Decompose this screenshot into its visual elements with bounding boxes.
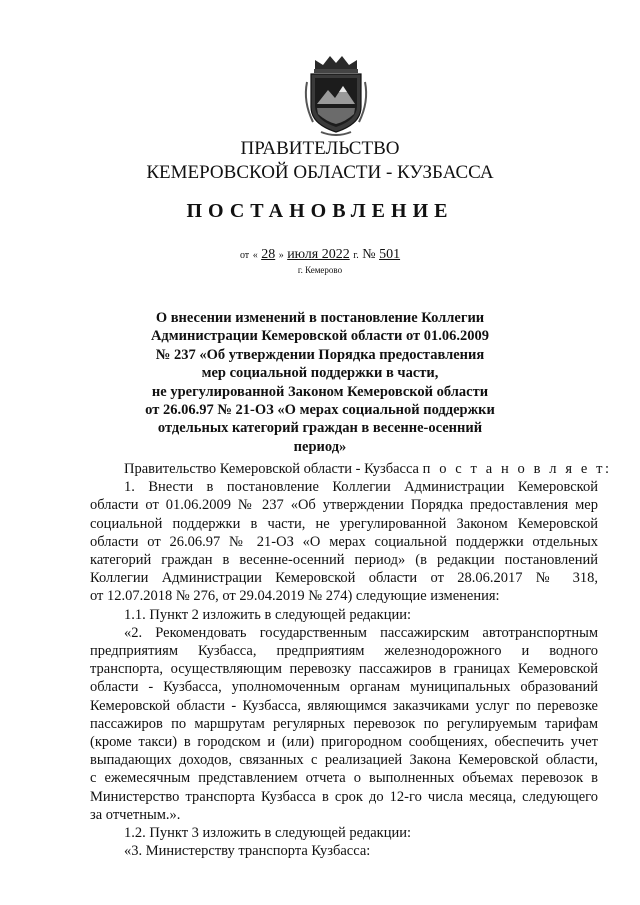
- paragraph-line: области от 01.06.2009 № 237 «Об утверждении Порядка предоставления мер: [90, 497, 598, 514]
- doc-number: 501: [379, 247, 401, 262]
- paragraph-3-start: «3. Министерству транспорта Кузбасса:: [124, 843, 371, 860]
- decree-title-line: О внесении изменений в постановление Коллегии: [155, 310, 485, 326]
- subparagraph-1-1: 1.1. Пункт 2 изложить в следующей редакции:: [124, 606, 412, 623]
- decree-title-line: от 26.06.97 № 21-ОЗ «О мерах социальной поддержки: [145, 402, 495, 419]
- date-month-year: июля 2022: [287, 247, 350, 262]
- date-day: 28: [261, 247, 276, 262]
- paragraph-line: области - Кузбасса, уполномоченным органам муниципальных образований: [90, 679, 598, 696]
- paragraph-line: с ежемесячным представлением отчета о выполненных объемах перевозок в: [90, 770, 598, 787]
- paragraph-line: Коллегии Администрации Кемеровской области от 28.06.2017 № 318,: [90, 570, 598, 587]
- date-number-line: [0, 246, 640, 265]
- paragraph-line: 1. Внести в постановление Коллегии Администрации Кемеровской: [124, 479, 598, 496]
- intro-paragraph: [90, 460, 612, 478]
- paragraph-line: транспорта, осуществляющим перевозку пассажиров в границах Кемеровской: [90, 661, 598, 678]
- paragraph-line: за отчетным.».: [90, 806, 181, 823]
- paragraph-line: «2. Рекомендовать государственным пассажирским автотранспортным: [124, 624, 598, 641]
- government-name-line-1: ПРАВИТЕЛЬСТВО: [240, 138, 400, 159]
- paragraph-line: от 12.07.2018 № 276, от 29.04.2019 № 274) следующие изменения:: [90, 588, 500, 605]
- decree-title-line: отдельных категорий граждан в весенне-осенний: [157, 420, 483, 437]
- decree-title-line: № 237 «Об утверждении Порядка предоставления: [155, 346, 485, 363]
- paragraph-line: предприятиям Кузбасса, предприятиям железнодорожного и водного: [90, 643, 598, 660]
- document-type-title: ПОСТАНОВЛЕНИЕ: [186, 200, 454, 222]
- date-quote-close: »: [278, 250, 284, 261]
- paragraph-line: социальной поддержки в части, не урегулированной Законом Кемеровской: [90, 515, 598, 532]
- decree-title-line: Администрации Кемеровской области от 01.06.2009: [150, 328, 490, 345]
- paragraph-line: области от 26.06.97 № 21-ОЗ «О мерах социальной поддержки отдельных: [90, 533, 598, 550]
- paragraph-line: Кемеровской области - Кузбасса, являющимся заказчиками услуг по перевозке: [90, 697, 598, 714]
- paragraph-line: Министерство транспорта Кузбасса в срок до 12-го числа месяца, следующего: [90, 788, 598, 805]
- coat-of-arms-icon: [301, 52, 371, 136]
- paragraph-line: выпадающих доходов, связанных с реализацией Закона Кемеровской области,: [90, 752, 598, 769]
- intro-verb: п о с т а н о в л я е т:: [422, 461, 612, 477]
- decree-title-line: мер социальной поддержки в части,: [201, 365, 439, 382]
- decree-body: [90, 460, 612, 860]
- date-from-label: от: [239, 250, 250, 261]
- paragraph-line: категорий граждан в весенне-осенний период» (в редакции постановлений: [90, 552, 598, 569]
- paragraph-line: (кроме такси) в городском и (или) пригородном сообщениях, обеспечить учет: [90, 734, 598, 751]
- decree-title-line: не урегулированной Законом Кемеровской области: [151, 383, 489, 400]
- city: г. Кемерово: [297, 265, 343, 275]
- doc-number-label: №: [362, 247, 376, 262]
- paragraph-line: пассажиров по маршрутам регулярных перевозок по регулируемым тарифам: [90, 715, 598, 732]
- date-quote-open: «: [252, 250, 258, 261]
- date-year-suffix: г.: [353, 250, 359, 261]
- intro-prefix: Правительство Кемеровской области - Кузбасса: [124, 461, 419, 477]
- government-name-line-2: КЕМЕРОВСКОЙ ОБЛАСТИ - КУЗБАССА: [146, 162, 494, 183]
- subparagraph-1-2: 1.2. Пункт 3 изложить в следующей редакции:: [124, 825, 412, 842]
- decree-title-line: период»: [293, 438, 347, 455]
- decree-title: [138, 309, 502, 456]
